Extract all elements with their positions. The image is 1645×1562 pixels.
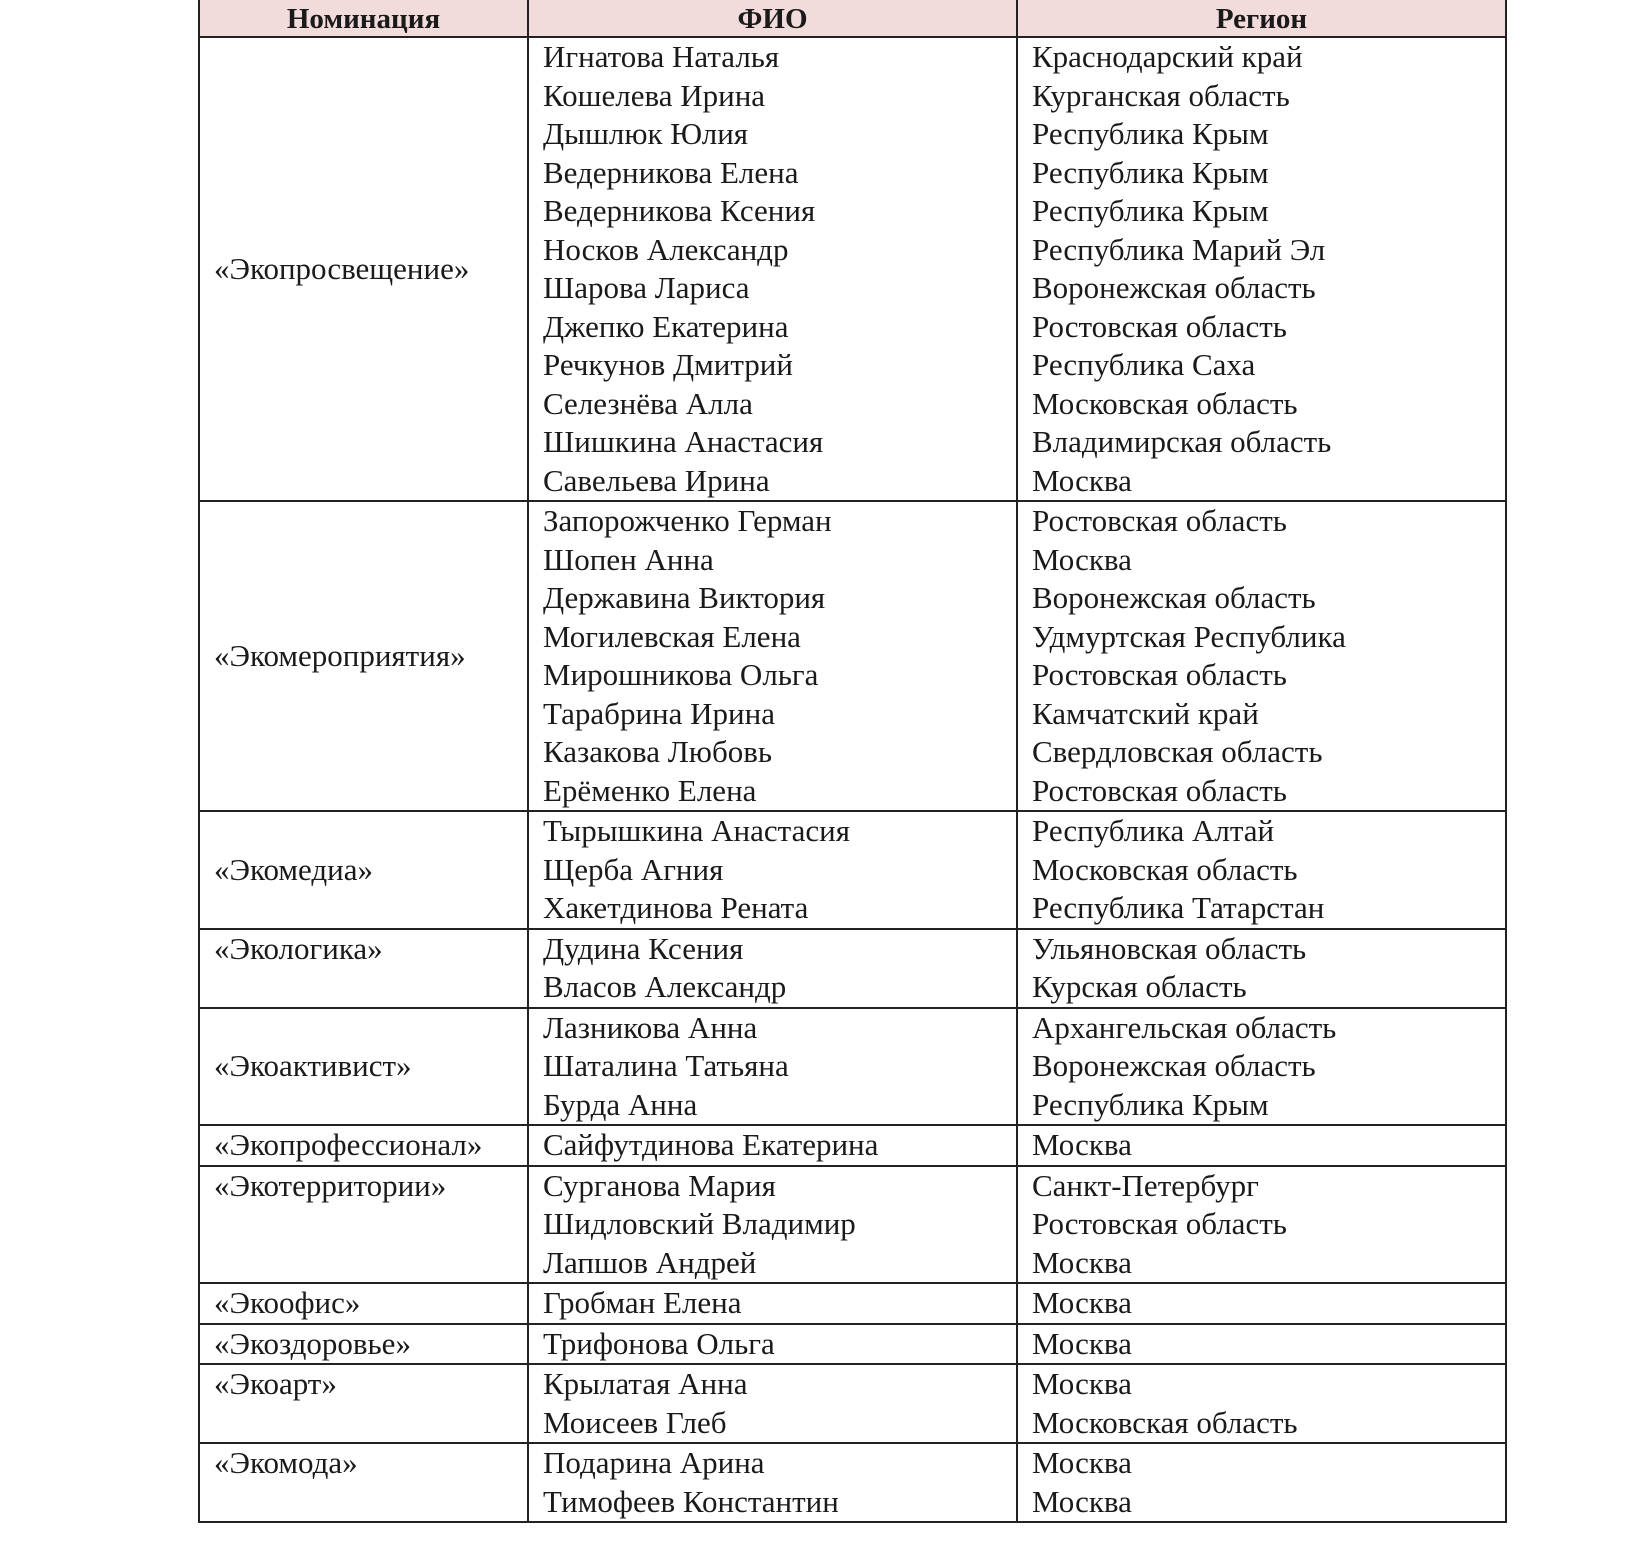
header-row	[199, 0, 1506, 37]
names-cell	[528, 1364, 1017, 1443]
nominee-region: Москва	[1032, 1244, 1132, 1280]
nomination-group-row	[199, 811, 1506, 929]
nominee-region: Курганская область	[1032, 77, 1290, 113]
nominee-name: Лазникова Анна	[543, 1009, 758, 1045]
nominee-region: Московская область	[1032, 851, 1298, 887]
names-cell	[528, 1283, 1017, 1324]
nominee-region: Республика Татарстан	[1032, 890, 1325, 925]
nominee-region: Москва	[1032, 1445, 1132, 1480]
nominee-name: Шишкина Анастасия	[543, 424, 824, 459]
nomination-group-row	[199, 1364, 1506, 1443]
nominee-region: Москва	[1032, 1127, 1132, 1162]
nominee-name: Гробман Елена	[543, 1285, 742, 1320]
nominee-name: Шаталина Татьяна	[543, 1048, 789, 1083]
nomination-cell: «Экотерритории»	[199, 1166, 528, 1284]
regions-cell	[1017, 811, 1506, 929]
nominee-name: Державина Виктория	[543, 580, 826, 615]
nomination-group-row	[199, 37, 1506, 501]
nominee-name: Мирошникова Ольга	[543, 657, 819, 692]
nominee-region: Республика Алтай	[1032, 813, 1275, 848]
nomination-group-row	[199, 929, 1506, 1008]
nominee-region: Москва	[1032, 1285, 1132, 1320]
nominee-name: Ерёменко Елена	[543, 772, 757, 808]
nomination-group-row	[199, 1125, 1506, 1166]
nominee-name: Запорожченко Герман	[543, 503, 832, 538]
regions-cell	[1017, 1364, 1506, 1443]
regions-cell	[1017, 1324, 1506, 1365]
names-cell	[528, 1443, 1017, 1522]
nominee-name: Савельева Ирина	[543, 462, 770, 498]
nominee-region: Москва	[1032, 541, 1132, 577]
nominee-name: Дудина Ксения	[543, 930, 744, 966]
nominee-region: Ростовская область	[1032, 308, 1287, 344]
nomination-cell: «Экопросвещение»	[199, 37, 528, 501]
nominee-region: Республика Крым	[1032, 1086, 1269, 1122]
nominee-name: Игнатова Наталья	[543, 39, 780, 74]
nominee-name: Власов Александр	[543, 969, 787, 1004]
regions-cell	[1017, 1166, 1506, 1284]
nomination-group-row	[199, 1283, 1506, 1324]
nominee-region: Ростовская область	[1032, 772, 1287, 808]
nominee-name: Носков Александр	[543, 231, 789, 267]
nominee-region: Курская область	[1032, 969, 1247, 1004]
nomination-group-row	[199, 1008, 1506, 1126]
nominee-name: Ведерникова Елена	[543, 154, 799, 190]
nomination-cell: «Экопрофессионал»	[199, 1125, 528, 1166]
nominee-region: Воронежская область	[1032, 270, 1316, 305]
nominee-region: Ростовская область	[1032, 657, 1287, 692]
nominee-region: Свердловская область	[1032, 734, 1323, 769]
nominee-region: Республика Саха	[1032, 347, 1256, 382]
nominee-region: Республика Марий Эл	[1032, 231, 1326, 267]
nominee-name: Кошелева Ирина	[543, 77, 766, 113]
nominee-region: Удмуртская Республика	[1032, 618, 1346, 654]
names-cell	[528, 929, 1017, 1008]
nominee-name: Ведерникова Ксения	[543, 193, 816, 228]
nominee-region: Воронежская область	[1032, 1048, 1316, 1083]
nominee-name: Подарина Арина	[543, 1445, 765, 1480]
nominee-region: Московская область	[1032, 1404, 1298, 1440]
nominee-region: Республика Крым	[1032, 154, 1269, 190]
nominee-name: Сайфутдинова Екатерина	[543, 1127, 879, 1162]
nominee-region: Ульяновская область	[1032, 930, 1307, 966]
names-cell	[528, 1008, 1017, 1126]
nominee-region: Москва	[1032, 462, 1132, 498]
nomination-group-row	[199, 1166, 1506, 1284]
nominee-name: Шопен Анна	[543, 541, 714, 577]
regions-cell	[1017, 1443, 1506, 1522]
regions-cell	[1017, 1283, 1506, 1324]
regions-cell	[1017, 1008, 1506, 1126]
nomination-group-row	[199, 1443, 1506, 1522]
nominee-region: Краснодарский край	[1032, 39, 1303, 74]
nomination-group-row	[199, 501, 1506, 811]
nomination-cell: «Экомедиа»	[199, 811, 528, 929]
names-cell	[528, 1324, 1017, 1365]
nomination-cell: «Экоарт»	[199, 1364, 528, 1443]
nominee-region: Москва	[1032, 1483, 1132, 1519]
nominee-region: Воронежская область	[1032, 580, 1316, 615]
nominee-name: Бурда Анна	[543, 1086, 698, 1122]
nominee-region: Архангельская область	[1032, 1009, 1337, 1045]
nominee-name: Селезнёва Алла	[543, 385, 753, 421]
regions-cell	[1017, 929, 1506, 1008]
names-cell	[528, 811, 1017, 929]
nominee-region: Москва	[1032, 1366, 1132, 1401]
nomination-group-row	[199, 1324, 1506, 1365]
nominee-name: Тимофеев Константин	[543, 1483, 839, 1519]
nominee-region: Владимирская область	[1032, 424, 1332, 459]
regions-cell	[1017, 1125, 1506, 1166]
header-region: Регион	[1017, 0, 1506, 37]
regions-cell	[1017, 37, 1506, 501]
nomination-cell: «Экоактивист»	[199, 1008, 528, 1126]
nominee-name: Лапшов Андрей	[543, 1244, 757, 1280]
nominee-region: Республика Крым	[1032, 193, 1269, 228]
nominee-name: Моисеев Глеб	[543, 1404, 727, 1440]
nominee-name: Дышлюк Юлия	[543, 116, 749, 151]
nominee-name: Шарова Лариса	[543, 270, 750, 305]
nominee-name: Речкунов Дмитрий	[543, 347, 793, 382]
nominee-region: Москва	[1032, 1325, 1132, 1361]
nominee-name: Хакетдинова Рената	[543, 890, 809, 925]
names-cell	[528, 501, 1017, 811]
names-cell	[528, 1125, 1017, 1166]
names-cell	[528, 1166, 1017, 1284]
nominee-region: Ростовская область	[1032, 1206, 1287, 1241]
regions-cell	[1017, 501, 1506, 811]
nominee-name: Шидловский Владимир	[543, 1206, 856, 1241]
nominee-region: Санкт-Петербург	[1032, 1167, 1259, 1203]
nominees-table	[198, 0, 1507, 1523]
nominee-name: Трифонова Ольга	[543, 1325, 775, 1361]
nominee-region: Московская область	[1032, 385, 1298, 421]
nominee-region: Республика Крым	[1032, 116, 1269, 151]
nominee-name: Сурганова Мария	[543, 1167, 776, 1203]
nominee-name: Тырышкина Анастасия	[543, 813, 850, 848]
nominee-region: Ростовская область	[1032, 503, 1287, 538]
nomination-cell: «Экоофис»	[199, 1283, 528, 1324]
nominee-region: Камчатский край	[1032, 695, 1259, 731]
nominee-name: Тарабрина Ирина	[543, 695, 775, 731]
nominee-name: Могилевская Елена	[543, 618, 801, 654]
nominee-name: Джепко Екатерина	[543, 308, 789, 344]
nominee-name: Крылатая Анна	[543, 1366, 748, 1401]
nomination-cell: «Экологика»	[199, 929, 528, 1008]
header-full-name: ФИО	[528, 0, 1017, 37]
nominee-name: Казакова Любовь	[543, 734, 772, 769]
nominee-name: Щерба Агния	[543, 851, 724, 887]
nomination-cell: «Экомероприятия»	[199, 501, 528, 811]
header-nomination: Номинация	[199, 0, 528, 37]
nomination-cell: «Экомода»	[199, 1443, 528, 1522]
names-cell	[528, 37, 1017, 501]
nomination-cell: «Экоздоровье»	[199, 1324, 528, 1365]
table-body	[199, 37, 1506, 1522]
